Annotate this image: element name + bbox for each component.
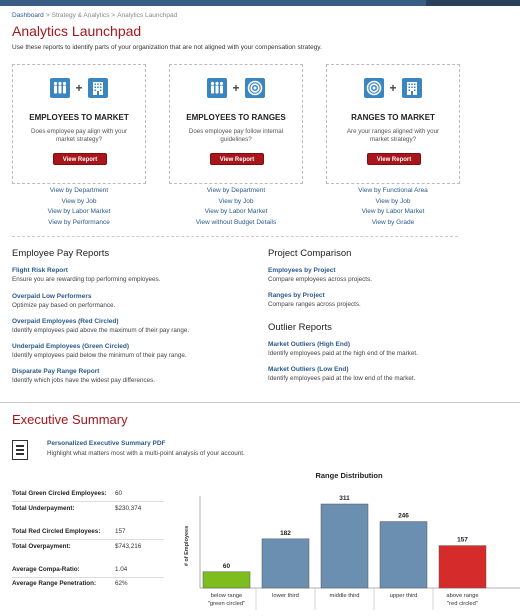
chart-bar: [321, 504, 368, 588]
stat-value: 1.04: [115, 566, 128, 573]
plus-sign: +: [75, 81, 83, 95]
breadcrumb-current: Analytics Launchpad: [117, 12, 178, 19]
view-by-labor-market-link[interactable]: View by Labor Market: [204, 208, 268, 215]
view-by-performance-link[interactable]: View by Performance: [48, 218, 110, 226]
chart-category-label: above range: [446, 593, 479, 599]
building-icon: [402, 78, 422, 98]
report-item: [12, 343, 252, 359]
card-links-employees-to-market: [12, 186, 146, 228]
section-divider: [0, 402, 520, 403]
market-outliers-high-link[interactable]: Market Outliers (High End): [268, 341, 350, 348]
chart-bar: [380, 522, 427, 588]
breadcrumb-separator: >: [45, 12, 50, 19]
document-icon: [12, 440, 28, 460]
target-icon: [364, 78, 384, 98]
report-item: [12, 267, 252, 283]
report-item: [12, 368, 252, 384]
chart-svg: [178, 466, 520, 616]
report-description: Identify which jobs have the widest pay differences.: [12, 377, 156, 384]
stat-value: 62%: [115, 580, 128, 587]
report-item: [268, 366, 508, 382]
breadcrumb-strategy: Strategy & Analytics: [51, 12, 110, 19]
report-description: Ensure you are rewarding top performing employees.: [12, 276, 161, 283]
view-by-labor-market-link[interactable]: View by Labor Market: [47, 208, 111, 215]
view-without-budget-link[interactable]: View without Budget Details: [195, 218, 277, 226]
card-title: EMPLOYEES TO MARKET: [29, 113, 129, 122]
employee-pay-heading: Employee Pay Reports: [12, 248, 110, 259]
disparate-pay-range-link[interactable]: Disparate Pay Range Report: [12, 368, 100, 375]
view-report-button[interactable]: View Report: [210, 153, 264, 165]
view-by-grade-link[interactable]: View by Grade: [371, 218, 415, 226]
report-description: Identify employees paid at the high end of the market.: [268, 350, 418, 357]
chart-data-label: 157: [457, 536, 468, 544]
stat-value: $743,216: [115, 543, 142, 550]
building-icon: [88, 78, 108, 98]
chart-category-label: below range: [210, 593, 243, 599]
stat-label: Average Compa-Ratio:: [12, 566, 80, 573]
market-outliers-low-link[interactable]: Market Outliers (Low End): [268, 366, 349, 373]
stat-value: 60: [115, 490, 123, 497]
stat-divider: [12, 539, 164, 540]
chart-data-label: 311: [339, 495, 350, 502]
report-item: [268, 292, 508, 308]
executive-summary-heading: Executive Summary: [12, 412, 128, 427]
report-description: Optimize pay based on performance.: [12, 302, 116, 309]
page-title: Analytics Launchpad: [12, 23, 142, 39]
card-links-ranges-to-market: [326, 186, 460, 228]
view-by-job-link[interactable]: View by Job: [61, 197, 97, 205]
breadcrumb-dashboard-link[interactable]: Dashboard: [12, 12, 44, 19]
top-nav-bar: [0, 0, 520, 6]
view-by-functional-area-link[interactable]: View by Functional Area: [358, 187, 428, 194]
stat-divider: [12, 501, 164, 502]
card-question: Are your ranges aligned with your market strategy?: [346, 128, 440, 143]
people-icon: [207, 78, 227, 98]
chart-data-label: 60: [222, 562, 231, 570]
chart-title: Range Distribution: [315, 471, 383, 480]
project-comparison-heading: Project Comparison: [268, 248, 352, 259]
card-employees-to-market: [12, 64, 146, 184]
chart-data-label: 182: [280, 529, 291, 537]
report-item: [12, 293, 252, 309]
people-icon: [50, 78, 70, 98]
stat-label: Total Red Circled Employees:: [12, 528, 101, 535]
chart-category-label: upper third: [389, 593, 418, 599]
stat-value: $230,374: [115, 505, 142, 512]
report-item: [268, 341, 508, 357]
target-icon: [245, 78, 265, 98]
stat-divider: [12, 577, 164, 578]
stat-label: Total Green Circled Employees:: [12, 490, 107, 497]
card-employees-to-ranges: [169, 64, 303, 184]
intro-text: Use these reports to identify parts of your organization that are not aligned with your compensation strategy.: [12, 44, 322, 51]
report-description: Compare employees across projects.: [268, 276, 372, 283]
range-distribution-chart: [178, 466, 520, 616]
report-description: Compare ranges across projects.: [268, 301, 361, 308]
breadcrumb-separator: >: [111, 12, 116, 19]
card-links-employees-to-ranges: [169, 186, 303, 228]
view-by-job-link[interactable]: View by Job: [375, 197, 411, 205]
view-report-button[interactable]: View Report: [367, 153, 421, 165]
chart-category-label: "red circled": [447, 601, 478, 607]
executive-summary-pdf-description: Highlight what matters most with a multi-point analysis of your account.: [47, 450, 245, 457]
card-title: RANGES TO MARKET: [351, 113, 435, 122]
report-description: Identify employees paid above the maximum of their pay range.: [12, 327, 190, 334]
top-nav-bar-accent: [426, 0, 520, 6]
stat-value: 157: [115, 528, 126, 535]
employees-by-project-link[interactable]: Employees by Project: [268, 267, 336, 274]
chart-data-label: 246: [398, 512, 409, 520]
flight-risk-report-link[interactable]: Flight Risk Report: [12, 267, 68, 274]
card-title: EMPLOYEES TO RANGES: [186, 113, 286, 122]
executive-summary-pdf-link[interactable]: Personalized Executive Summary PDF: [47, 440, 166, 447]
chart-y-axis-label: # of Employees: [184, 525, 190, 567]
breadcrumb: [12, 12, 177, 19]
ranges-by-project-link[interactable]: Ranges by Project: [268, 292, 325, 299]
plus-sign: +: [232, 81, 240, 95]
stat-label: Average Range Penetration:: [12, 580, 97, 587]
underpaid-employees-link[interactable]: Underpaid Employees (Green Circled): [12, 343, 130, 350]
view-by-job-link[interactable]: View by Job: [218, 197, 254, 205]
view-by-labor-market-link[interactable]: View by Labor Market: [361, 208, 425, 215]
view-by-department-link[interactable]: View by Department: [206, 187, 266, 194]
report-description: Identify employees paid at the low end of the market.: [268, 375, 416, 382]
chart-category-label: middle third: [329, 593, 360, 599]
chart-category-label: "green circled": [207, 601, 246, 607]
plus-sign: +: [389, 81, 397, 95]
chart-category-label: lower third: [272, 593, 299, 599]
card-question: Does employee pay align with your market strategy?: [31, 128, 127, 143]
report-item: [268, 267, 508, 283]
section-divider: [12, 236, 458, 237]
stat-label: Total Underpayment:: [12, 505, 75, 512]
outlier-heading: Outlier Reports: [268, 322, 332, 333]
overpaid-employees-link[interactable]: Overpaid Employees (Red Circled): [12, 318, 119, 325]
report-item: [12, 318, 252, 334]
view-report-button[interactable]: View Report: [53, 153, 107, 165]
view-by-department-link[interactable]: View by Department: [49, 187, 109, 194]
card-ranges-to-market: [326, 64, 460, 184]
card-question: Does employee pay follow internal guidelines?: [188, 128, 284, 143]
report-description: Identify employees paid below the minimum of their pay range.: [12, 352, 187, 359]
chart-bar: [439, 546, 486, 588]
chart-bar: [262, 539, 309, 588]
stat-label: Total Overpayment:: [12, 543, 71, 550]
overpaid-low-performers-link[interactable]: Overpaid Low Performers: [12, 293, 92, 300]
chart-bar: [203, 572, 250, 588]
